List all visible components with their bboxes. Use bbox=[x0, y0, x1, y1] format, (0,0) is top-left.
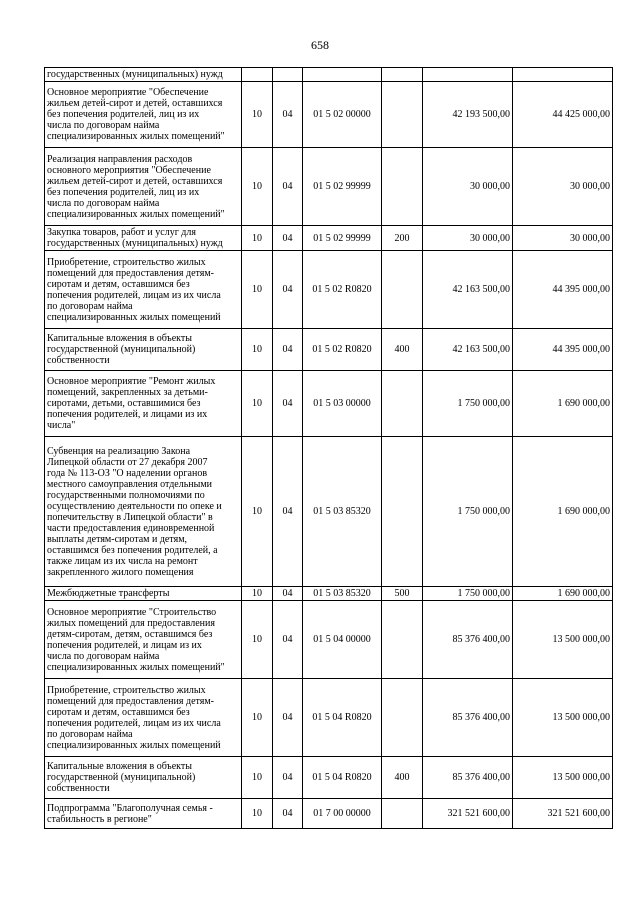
row-sum-year2: 44 395 000,00 bbox=[513, 329, 613, 371]
table-row bbox=[45, 437, 613, 587]
row-subsection bbox=[273, 68, 303, 82]
row-sum-year1: 42 163 500,00 bbox=[423, 329, 513, 371]
row-subsection: 04 bbox=[273, 371, 303, 437]
row-target-article: 01 5 02 R0820 bbox=[303, 329, 382, 371]
row-sum-year1 bbox=[423, 68, 513, 82]
row-target-article: 01 5 04 R0820 bbox=[303, 757, 382, 799]
row-target-article: 01 7 00 00000 bbox=[303, 799, 382, 829]
row-section: 10 bbox=[242, 251, 273, 329]
table-row bbox=[45, 82, 613, 148]
row-name: Основное мероприятие "Обеспечение жильем детей-сирот и детей, оставшихся без попечения родителей, лиц из их числа по договорам найма специализированных жилых помещений" bbox=[45, 82, 242, 148]
table-row bbox=[45, 226, 613, 251]
row-sum-year2: 1 690 000,00 bbox=[513, 587, 613, 601]
table-row bbox=[45, 148, 613, 226]
row-expense-type bbox=[382, 601, 423, 679]
row-section: 10 bbox=[242, 799, 273, 829]
row-subsection: 04 bbox=[273, 148, 303, 226]
row-target-article: 01 5 03 00000 bbox=[303, 371, 382, 437]
row-section: 10 bbox=[242, 679, 273, 757]
table-row bbox=[45, 329, 613, 371]
row-section: 10 bbox=[242, 226, 273, 251]
row-sum-year2: 1 690 000,00 bbox=[513, 371, 613, 437]
row-target-article: 01 5 04 R0820 bbox=[303, 679, 382, 757]
row-sum-year2 bbox=[513, 68, 613, 82]
row-name: Реализация направления расходов основного мероприятия "Обеспечение жильем детей-сирот и детей, оставшихся без попечения родителей, лиц из их числа по договорам найма специализированных жилых помещений" bbox=[45, 148, 242, 226]
row-expense-type: 200 bbox=[382, 226, 423, 251]
table-row bbox=[45, 799, 613, 829]
row-name: Приобретение, строительство жилых помещений для предоставления детям- сиротам и детям, оставшимся без попечения родителей, лицам из их числа по договорам найма специализированных жилых помещений bbox=[45, 679, 242, 757]
row-sum-year2: 321 521 600,00 bbox=[513, 799, 613, 829]
row-target-article: 01 5 04 00000 bbox=[303, 601, 382, 679]
row-target-article: 01 5 03 85320 bbox=[303, 587, 382, 601]
row-subsection: 04 bbox=[273, 251, 303, 329]
row-sum-year1: 1 750 000,00 bbox=[423, 371, 513, 437]
row-sum-year1: 1 750 000,00 bbox=[423, 587, 513, 601]
row-expense-type bbox=[382, 251, 423, 329]
row-sum-year1: 42 163 500,00 bbox=[423, 251, 513, 329]
row-sum-year2: 30 000,00 bbox=[513, 148, 613, 226]
row-name: Приобретение, строительство жилых помещений для предоставления детям- сиротам и детям, оставшимся без попечения родителей, лицам из их числа по договорам найма специализированных жилых помещений bbox=[45, 251, 242, 329]
row-expense-type bbox=[382, 371, 423, 437]
row-subsection: 04 bbox=[273, 329, 303, 371]
row-name: Капитальные вложения в объекты государственной (муниципальной) собственности bbox=[45, 329, 242, 371]
row-section bbox=[242, 68, 273, 82]
row-target-article: 01 5 02 99999 bbox=[303, 148, 382, 226]
row-subsection: 04 bbox=[273, 601, 303, 679]
row-name: Подпрограмма "Благополучная семья - стабильность в регионе" bbox=[45, 799, 242, 829]
row-name: Основное мероприятие "Ремонт жилых помещений, закрепленных за детьми- сиротами, детьми, оставшимися без попечения родителей, и лицами из их числа" bbox=[45, 371, 242, 437]
row-sum-year1: 85 376 400,00 bbox=[423, 679, 513, 757]
row-sum-year2: 1 690 000,00 bbox=[513, 437, 613, 587]
row-sum-year2: 13 500 000,00 bbox=[513, 757, 613, 799]
row-expense-type: 500 bbox=[382, 587, 423, 601]
row-section: 10 bbox=[242, 82, 273, 148]
row-expense-type: 400 bbox=[382, 757, 423, 799]
row-section: 10 bbox=[242, 587, 273, 601]
row-sum-year1: 85 376 400,00 bbox=[423, 757, 513, 799]
row-name: Закупка товаров, работ и услуг для государственных (муниципальных) нужд bbox=[45, 226, 242, 251]
table-row bbox=[45, 679, 613, 757]
row-name: Основное мероприятие "Строительство жилых помещений для предоставления детям-сиротам, детям, оставшимся без попечения родителей, и лицам из их числа по договорам найма специализированных жилых помещений" bbox=[45, 601, 242, 679]
row-sum-year2: 13 500 000,00 bbox=[513, 679, 613, 757]
row-subsection: 04 bbox=[273, 799, 303, 829]
row-target-article: 01 5 02 00000 bbox=[303, 82, 382, 148]
page-number: 658 bbox=[311, 38, 329, 52]
row-section: 10 bbox=[242, 601, 273, 679]
row-sum-year1: 30 000,00 bbox=[423, 226, 513, 251]
row-expense-type: 400 bbox=[382, 329, 423, 371]
row-expense-type bbox=[382, 799, 423, 829]
table-row bbox=[45, 371, 613, 437]
row-name: государственных (муниципальных) нужд bbox=[45, 68, 242, 82]
row-sum-year1: 30 000,00 bbox=[423, 148, 513, 226]
row-expense-type bbox=[382, 679, 423, 757]
row-section: 10 bbox=[242, 371, 273, 437]
row-name: Субвенция на реализацию Закона Липецкой области от 27 декабря 2007 года № 113-ОЗ "О наделении органов местного самоуправления отдельными государственными полномочиями по осуществлению деятельности по опеке и попечительству в Липецкой области" в части предоставления единовременной выплаты детям-сиротам и детям, оставшимся без попечения родителей, а также лицам из их числа на ремонт закрепленного жилого помещения bbox=[45, 437, 242, 587]
row-target-article: 01 5 03 85320 bbox=[303, 437, 382, 587]
row-sum-year2: 44 395 000,00 bbox=[513, 251, 613, 329]
row-sum-year1: 42 193 500,00 bbox=[423, 82, 513, 148]
row-subsection: 04 bbox=[273, 679, 303, 757]
row-expense-type bbox=[382, 68, 423, 82]
row-sum-year1: 85 376 400,00 bbox=[423, 601, 513, 679]
row-section: 10 bbox=[242, 148, 273, 226]
table-row bbox=[45, 68, 613, 82]
row-name: Капитальные вложения в объекты государственной (муниципальной) собственности bbox=[45, 757, 242, 799]
row-name: Межбюджетные трансферты bbox=[45, 587, 242, 601]
row-sum-year1: 1 750 000,00 bbox=[423, 437, 513, 587]
table-row bbox=[45, 601, 613, 679]
row-target-article: 01 5 02 R0820 bbox=[303, 251, 382, 329]
row-expense-type bbox=[382, 437, 423, 587]
row-subsection: 04 bbox=[273, 437, 303, 587]
table-row bbox=[45, 757, 613, 799]
row-expense-type bbox=[382, 148, 423, 226]
row-sum-year2: 44 425 000,00 bbox=[513, 82, 613, 148]
row-sum-year1: 321 521 600,00 bbox=[423, 799, 513, 829]
table-row bbox=[45, 251, 613, 329]
row-sum-year2: 30 000,00 bbox=[513, 226, 613, 251]
row-subsection: 04 bbox=[273, 587, 303, 601]
row-expense-type bbox=[382, 82, 423, 148]
row-target-article: 01 5 02 99999 bbox=[303, 226, 382, 251]
row-sum-year2: 13 500 000,00 bbox=[513, 601, 613, 679]
row-subsection: 04 bbox=[273, 82, 303, 148]
budget-table bbox=[44, 67, 613, 829]
row-section: 10 bbox=[242, 437, 273, 587]
row-subsection: 04 bbox=[273, 757, 303, 799]
row-section: 10 bbox=[242, 329, 273, 371]
row-subsection: 04 bbox=[273, 226, 303, 251]
row-section: 10 bbox=[242, 757, 273, 799]
table-row bbox=[45, 587, 613, 601]
row-target-article bbox=[303, 68, 382, 82]
